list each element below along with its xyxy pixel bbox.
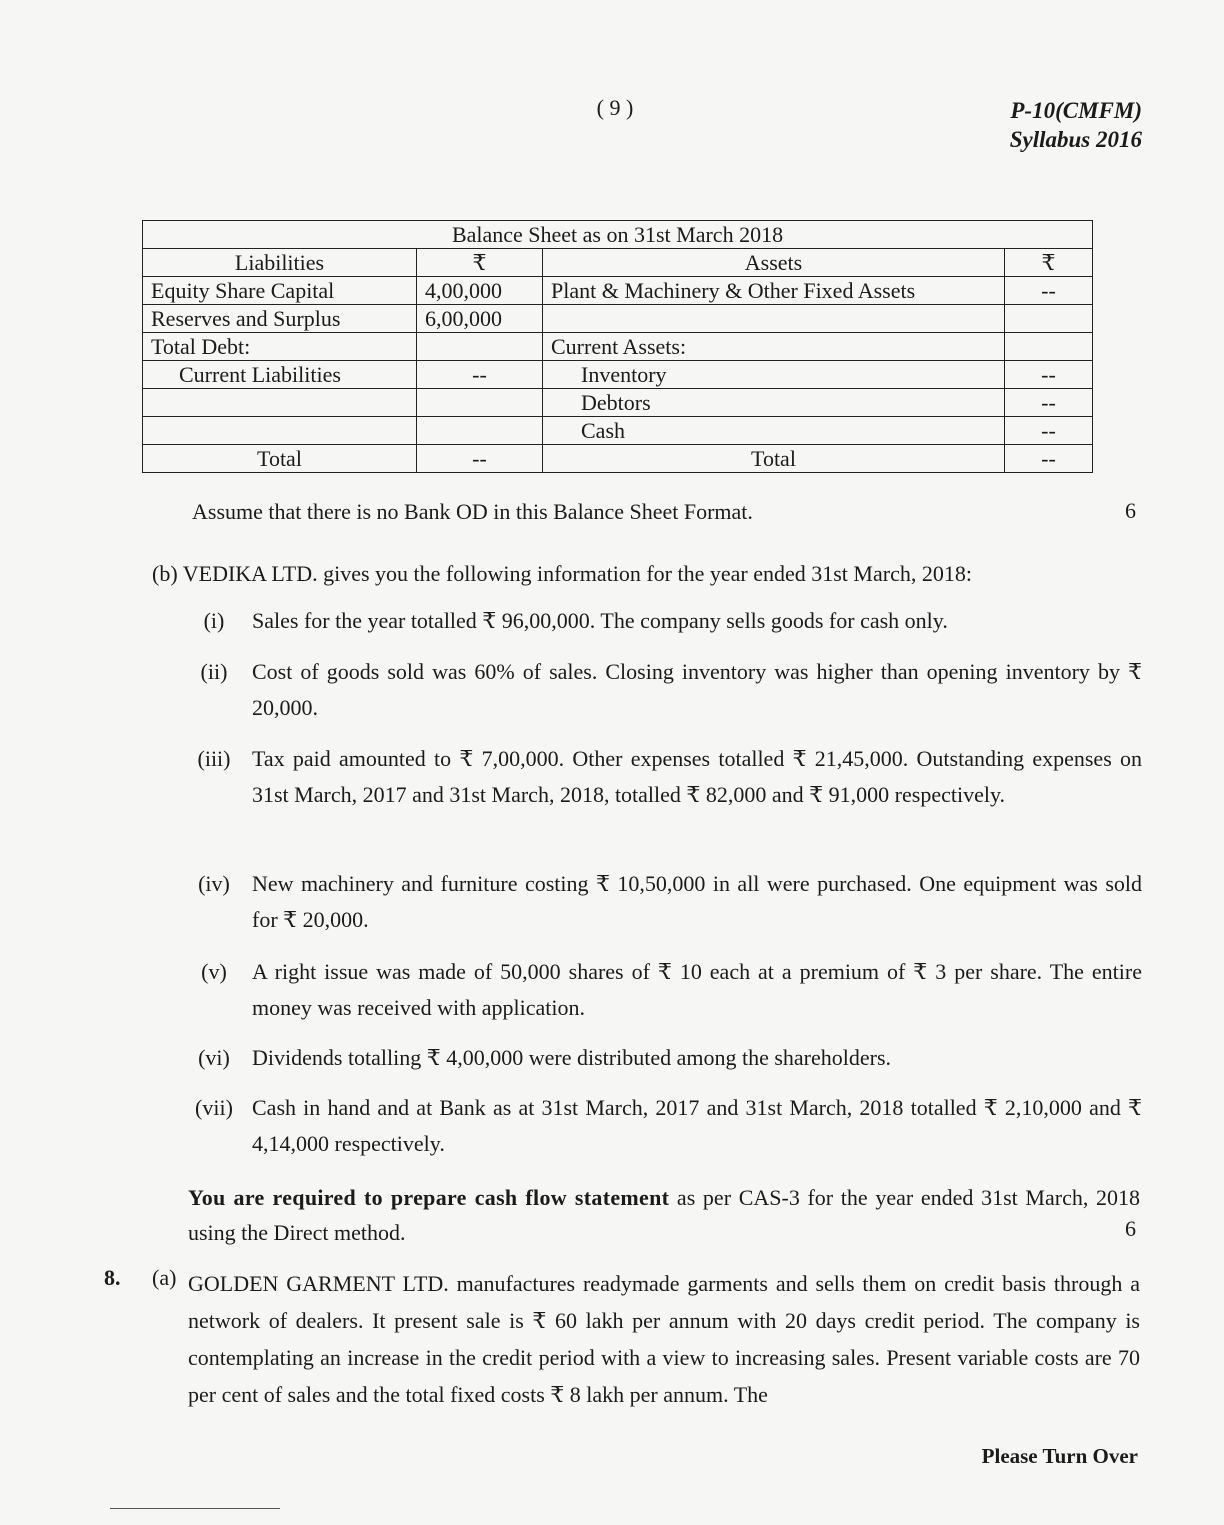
item-text: Dividends totalling ₹ 4,00,000 were distributed among the shareholders. [252, 1045, 892, 1070]
item-number: (iv) [198, 871, 230, 896]
table-row [143, 277, 1093, 305]
item-number: (vi) [198, 1045, 230, 1070]
liability-cell: Total Debt: [143, 333, 417, 361]
item-number: (ii) [200, 659, 228, 684]
asset-amount-cell: -- [1005, 361, 1093, 389]
requirement-bold: You are required to prepare cash flow statement [188, 1185, 670, 1210]
item-number: (v) [201, 959, 227, 984]
asset-cell: Debtors [543, 389, 1005, 417]
asset-amount-cell: -- [1005, 389, 1093, 417]
requirement-text [188, 1180, 1140, 1250]
item-text: Cash in hand and at Bank as at 31st March, 2017 and 31st March, 2018 totalled ₹ 2,10,000 and ₹ 4,14,000 respectively. [252, 1095, 1142, 1156]
asset-cell: Current Assets: [543, 333, 1005, 361]
table-header-row [143, 249, 1093, 277]
requirement-rest: as per CAS-3 for the year ended 31st March, 2018 using the Direct method. [188, 1185, 1141, 1245]
question-part-label: (a) [152, 1265, 177, 1290]
liability-amount-cell: -- [417, 361, 543, 389]
asset-cell: Plant & Machinery & Other Fixed Assets [543, 277, 1005, 305]
paper-code: P-10(CMFM) [1010, 98, 1142, 123]
total-liabilities-label: Total [143, 445, 417, 473]
item-text: Cost of goods sold was 60% of sales. Closing inventory was higher than opening inventory by ₹ 20,000. [252, 659, 1142, 720]
marks-part-b: 6 [1125, 1216, 1136, 1241]
part-b-heading: (b) VEDIKA LTD. gives you the following information for the year ended 31st March, 2018: [152, 561, 972, 586]
please-turn-over: Please Turn Over [981, 1444, 1138, 1468]
paper-code-block [1010, 96, 1142, 154]
asset-amount-cell [1005, 333, 1093, 361]
item-number: (vii) [195, 1095, 233, 1120]
table-row [143, 361, 1093, 389]
table-row [143, 417, 1093, 445]
item-number: (iii) [197, 746, 231, 771]
item-text: Tax paid amounted to ₹ 7,00,000. Other expenses totalled ₹ 21,45,000. Outstanding expenses on 31st March, 2017 and 31st March, 2018, totalled ₹ 82,000 and ₹ 91,000 respectively. [252, 746, 1142, 807]
header-rupee-liabilities: ₹ [417, 249, 543, 277]
page-number: ( 9 ) [596, 95, 634, 120]
liability-cell: Equity Share Capital [143, 277, 417, 305]
item-text: A right issue was made of 50,000 shares of ₹ 10 each at a premium of ₹ 3 per share. The entire money was received with application. [252, 959, 1142, 1020]
table-title-row [143, 221, 1093, 249]
liability-amount-cell: 4,00,000 [417, 277, 543, 305]
question-number: 8. [104, 1265, 121, 1290]
table-row [143, 305, 1093, 333]
marks-part-a: 6 [1125, 498, 1136, 523]
liability-cell: Current Liabilities [143, 361, 417, 389]
total-liabilities-amount: -- [417, 445, 543, 473]
liability-cell [143, 389, 417, 417]
asset-cell: Cash [543, 417, 1005, 445]
liability-cell: Reserves and Surplus [143, 305, 417, 333]
header-assets: Assets [543, 249, 1005, 277]
liability-amount-cell [417, 417, 543, 445]
asset-cell: Inventory [543, 361, 1005, 389]
table-row [143, 333, 1093, 361]
asset-amount-cell: -- [1005, 417, 1093, 445]
liability-amount-cell [417, 389, 543, 417]
balance-sheet-table [142, 220, 1093, 473]
syllabus-label: Syllabus 2016 [1009, 127, 1142, 152]
liability-cell [143, 417, 417, 445]
total-assets-amount: -- [1005, 445, 1093, 473]
table-total-row [143, 445, 1093, 473]
header-rupee-assets: ₹ [1005, 249, 1093, 277]
item-text: New machinery and furniture costing ₹ 10,50,000 in all were purchased. One equipment was sold for ₹ 20,000. [252, 871, 1142, 932]
balance-sheet-title: Balance Sheet as on 31st March 2018 [143, 221, 1093, 249]
asset-cell [543, 305, 1005, 333]
balance-sheet-note: Assume that there is no Bank OD in this Balance Sheet Format. [192, 499, 753, 524]
footer-rule [110, 1508, 280, 1509]
total-assets-label: Total [543, 445, 1005, 473]
asset-amount-cell: -- [1005, 277, 1093, 305]
item-text: Sales for the year totalled ₹ 96,00,000. The company sells goods for cash only. [252, 608, 948, 633]
header-liabilities: Liabilities [143, 249, 417, 277]
liability-amount-cell: 6,00,000 [417, 305, 543, 333]
question-8a-text: GOLDEN GARMENT LTD. manufactures readymade garments and sells them on credit basis through a network of dealers. It present sale is ₹ 60 lakh per annum with 20 days credit period. The company is contemplating an increase in the credit period with a view to increasing sales. Present variable costs are 70 per cent of sales and the total fixed costs ₹ 8 lakh per annum. The [188, 1271, 1140, 1407]
table-row [143, 389, 1093, 417]
liability-amount-cell [417, 333, 543, 361]
item-number: (i) [203, 608, 225, 633]
asset-amount-cell [1005, 305, 1093, 333]
